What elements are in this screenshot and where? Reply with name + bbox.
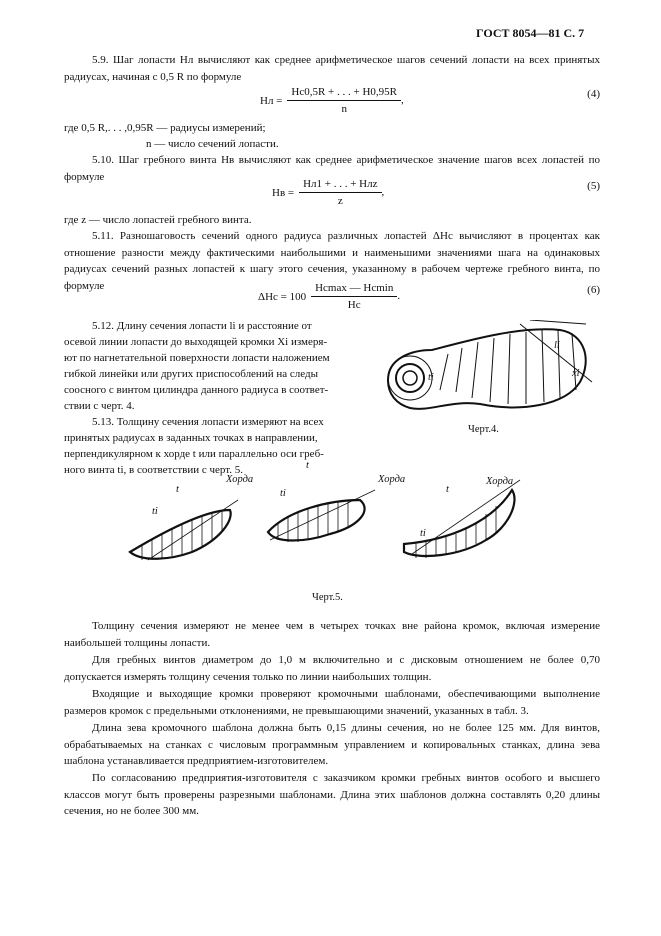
- p513-line3: перпендикулярном к хорде t или параллельно оси греб-: [64, 448, 324, 460]
- fig5-caption: Черт.5.: [312, 592, 343, 603]
- paragraph-agreement: По согласованию предприятия-изготовителя с заказчиком кромки гребных винтов особого и высшего классов могут быть проверены разрезными шаблонами. Длина этих шаблонов должна составлять 0,20 длины сечения, но не более 300 мм.: [64, 772, 600, 817]
- formula-4-tail: ,: [401, 94, 404, 107]
- paragraph-template-length: Длина зева кромочного шаблона должна быть 0,15 длины сечения, но не более 125 мм. Для винтов, обрабатываемых на станках с числовым программным управлением и копировальных станках, длина зева шаблона устанавливается предприятием-изготовителем.: [64, 722, 600, 767]
- p512-line6: ствии с черт. 4.: [64, 400, 135, 412]
- formula-4: [260, 86, 404, 115]
- fig4-label-x: xі: [572, 368, 580, 379]
- fig5-ti-2: tі: [280, 488, 286, 499]
- formula-6-denominator: Hс: [347, 299, 361, 311]
- fig5-t-2: t: [306, 460, 309, 471]
- p512-line5: соосного с винтом цилиндра данного радиуса в соответ-: [64, 384, 329, 396]
- formula-6-lhs: ΔHс = 100: [258, 290, 307, 303]
- formula-5-lhs: Hв =: [272, 186, 295, 199]
- paragraph-5-10: 5.10. Шаг гребного винта Hв вычисляют как среднее арифметическое значение шагов всех лопастей по формуле: [64, 154, 600, 183]
- formula-6-numerator: Hсmax — Hсmin: [311, 282, 397, 297]
- formula-5-denominator: z: [337, 195, 343, 207]
- p513-line4: ного винта tі, в соответствии с черт. 5.: [64, 464, 244, 476]
- figure-4-drawing: [370, 320, 600, 420]
- formula-5-tail: ,: [381, 186, 385, 199]
- fig4-label-l: lі: [554, 340, 560, 351]
- formula-5-numerator: Hл1 + . . . + Hлz: [299, 178, 381, 193]
- paragraph-5-9: 5.9. Шаг лопасти Hл вычисляют как среднее арифметическое шагов сечений лопасти на всех принятых радиусах, начиная с 0,5 R по формуле: [64, 54, 600, 83]
- paragraph-diameter: Для гребных винтов диаметром до 1,0 м включительно и с дисковым отношением не более 0,70 допускается измерять толщину сечения только по линии наибольших толщин.: [64, 654, 600, 683]
- formula-5-number: (5): [587, 180, 600, 192]
- fig5-chord-1: Хорда: [226, 474, 254, 485]
- fig5-ti-1: tі: [152, 506, 158, 517]
- p512-line4: гибкой линейки или других приспособлений на следы: [64, 368, 318, 380]
- formula-6-number: (6): [587, 284, 600, 296]
- formula-4-numerator: Hс0,5R + . . . + H0,95R: [287, 86, 401, 101]
- paragraph-thickness: Толщину сечения измеряют не менее чем в четырех точках вне района кромок, включая измерение наибольшей толщины лопасти.: [64, 620, 600, 649]
- p512-line1: 5.12. Длину сечения лопасти lі и расстояние от: [92, 320, 312, 332]
- where-5: где z — число лопастей гребного винта.: [64, 214, 252, 226]
- page-header: ГОСТ 8054—81 С. 7: [476, 26, 585, 40]
- fig5-chord-2: Хорда: [378, 474, 406, 485]
- formula-5: [272, 178, 384, 207]
- formula-6-tail: .: [397, 290, 401, 303]
- fig5-chord-3: Хорда: [486, 476, 514, 487]
- fig5-ti-3: tі: [420, 528, 426, 539]
- p513-line1: 5.13. Толщину сечения лопасти измеряют на всех: [92, 416, 324, 428]
- where-4-line2: n — число сечений лопасти.: [146, 138, 279, 150]
- p512-line2: осевой линии лопасти до выходящей кромки Xі измеря-: [64, 336, 328, 348]
- where-4-line1: где 0,5 R,. . . ,0,95R — радиусы измерений;: [64, 122, 266, 134]
- figure-5-drawing: [120, 470, 540, 580]
- fig4-caption: Черт.4.: [468, 424, 499, 435]
- formula-6: [258, 282, 400, 311]
- formula-4-number: (4): [587, 88, 600, 100]
- p513-line2: принятых радиусах в заданных точках в направлении,: [64, 432, 318, 444]
- paragraph-5-11: 5.11. Разношаговость сечений одного радиуса различных лопастей ΔHс вычисляют в процентах как отношение разности между фактическими наибольшими и наименьшими значениями шага на одинаковых радиусах сечений разных лопастей к шагу этого сечения, указанному в рабочем чертеже гребного винта, по формуле: [64, 230, 600, 292]
- fig4-label-t: tі: [428, 372, 434, 383]
- p512-line3: ют по нагнетательной поверхности лопасти наложением: [64, 352, 330, 364]
- formula-4-denominator: n: [341, 103, 347, 115]
- fig5-t-1: t: [176, 484, 179, 495]
- fig5-t-3: t: [446, 484, 449, 495]
- formula-4-lhs: Hл =: [260, 94, 283, 107]
- paragraph-edges: Входящие и выходящие кромки проверяют кромочными шаблонами, обеспечивающими выполнение размеров кромок с предельными отклонениями, не превышающими значений, указанных в табл. 3.: [64, 688, 600, 717]
